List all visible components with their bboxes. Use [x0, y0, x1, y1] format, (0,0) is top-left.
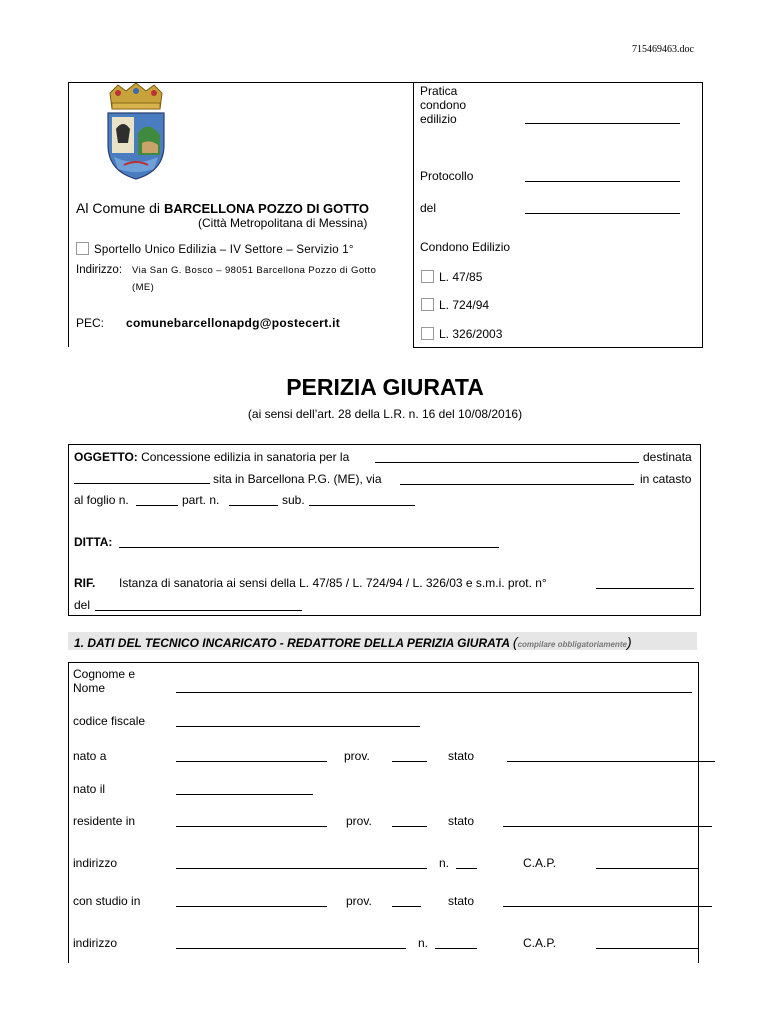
section1-frame: [68, 662, 699, 963]
address-line2: (ME): [132, 282, 155, 293]
ditta-label: DITTA:: [74, 535, 113, 549]
via-field[interactable]: [400, 473, 634, 485]
condono-title: Condono Edilizio: [420, 240, 511, 254]
oggetto-text1: Concessione edilizia in sanatoria per la: [141, 450, 350, 464]
codice-fiscale-label: codice fiscale: [73, 714, 146, 728]
prot-field[interactable]: [596, 577, 694, 589]
nato-il-label: nato il: [73, 782, 106, 796]
section1-heading: 1. DATI DEL TECNICO INCARICATO - REDATTORE DELLA PERIZIA GIURATA (compilare obbligatoriamente): [74, 634, 632, 650]
address-line1: Via San G. Bosco – 98051 Barcellona Pozzo di Gotto: [132, 265, 377, 276]
studio-stato-label: stato: [448, 894, 475, 908]
rif-label: RIF.: [74, 576, 96, 590]
indirizzo-label: indirizzo: [73, 856, 118, 870]
studio-cap-field[interactable]: [596, 937, 698, 949]
rif-del-field[interactable]: [95, 599, 302, 611]
office-line: [76, 242, 354, 256]
nato-prov-field[interactable]: [392, 750, 427, 762]
section1-title: 1. DATI DEL TECNICO INCARICATO - REDATTORE DELLA PERIZIA GIURATA: [74, 636, 510, 650]
rif-del-label: del: [74, 598, 91, 612]
option-l4785[interactable]: [421, 270, 482, 284]
particella-label: part. n.: [182, 493, 220, 507]
destinazione-field[interactable]: [375, 451, 639, 463]
option-l4785-label: L. 47/85: [439, 270, 483, 284]
codice-fiscale-field[interactable]: [176, 715, 420, 727]
pratica-field[interactable]: [525, 112, 680, 124]
pec-value: comunebarcellonapdg@postecert.it: [126, 316, 341, 330]
immobile-field[interactable]: [74, 472, 210, 484]
oggetto-box: [68, 444, 701, 616]
cognome-label-l1: Cognome e: [73, 667, 136, 681]
protocollo-label: Protocollo: [420, 169, 474, 183]
municipality-name: BARCELLONA POZZO DI GOTTO: [163, 201, 370, 216]
protocollo-field[interactable]: [525, 170, 680, 182]
option-l3262003-label: L. 326/2003: [439, 327, 503, 341]
studio-n-field[interactable]: [435, 937, 477, 949]
studio-cap-label: C.A.P.: [523, 936, 557, 950]
pec-label: PEC:: [76, 316, 105, 330]
residente-stato-label: stato: [448, 814, 475, 828]
pratica-line2: condono: [420, 98, 467, 112]
addressee-prefix: Al Comune di: [76, 200, 161, 216]
residente-label: residente in: [73, 814, 136, 828]
option-l3262003[interactable]: [421, 327, 502, 341]
studio-prov-field[interactable]: [392, 895, 421, 907]
studio-label: con studio in: [73, 894, 141, 908]
oggetto-line1: [74, 450, 349, 464]
studio-field[interactable]: [176, 895, 327, 907]
option-l3262003-checkbox[interactable]: [421, 327, 434, 340]
residente-field[interactable]: [176, 815, 327, 827]
particella-field[interactable]: [229, 494, 278, 506]
address-label: Indirizzo:: [76, 264, 123, 276]
studio-stato-field[interactable]: [503, 895, 712, 907]
sub-label: sub.: [282, 493, 305, 507]
cognome-field[interactable]: [176, 681, 692, 693]
indirizzo-field[interactable]: [176, 857, 427, 869]
residente-stato-field[interactable]: [503, 815, 712, 827]
foglio-field[interactable]: [136, 494, 178, 506]
studio-indirizzo-field[interactable]: [176, 937, 406, 949]
section1-note: compilare obbligatoriamente: [517, 640, 627, 649]
indirizzo-n-field[interactable]: [456, 857, 477, 869]
studio-n-label: n.: [418, 936, 429, 950]
nato-stato-field[interactable]: [507, 750, 715, 762]
pratica-line3: edilizio: [420, 112, 457, 126]
coat-of-arms-logo: [104, 83, 168, 181]
office-label: Sportello Unico Edilizia – IV Settore – Servizio 1°: [94, 244, 354, 256]
nato-stato-label: stato: [448, 749, 475, 763]
cognome-label-l2: Nome: [73, 681, 106, 695]
nato-prov-label: prov.: [344, 749, 370, 763]
sub-field[interactable]: [309, 494, 415, 506]
option-l72494-checkbox[interactable]: [421, 298, 434, 311]
studio-indirizzo-label: indirizzo: [73, 936, 118, 950]
pratica-label: [420, 84, 466, 126]
nato-il-field[interactable]: [176, 783, 313, 795]
oggetto-label: OGGETTO:: [74, 450, 138, 464]
addressee-line: [76, 200, 369, 216]
office-checkbox[interactable]: [76, 242, 89, 255]
file-reference: 715469463.doc: [632, 44, 694, 55]
nato-a-label: nato a: [73, 749, 107, 763]
del-field[interactable]: [525, 202, 680, 214]
cognome-label: [73, 667, 135, 695]
nato-a-field[interactable]: [176, 750, 327, 762]
rif-text: Istanza di sanatoria ai sensi della L. 47/85 / L. 724/94 / L. 326/03 e s.m.i. prot. n°: [119, 576, 547, 590]
oggetto-destinata: destinata: [643, 450, 692, 464]
pratica-line1: Pratica: [420, 84, 458, 98]
option-l72494[interactable]: [421, 298, 489, 312]
indirizzo-cap-label: C.A.P.: [523, 856, 557, 870]
oggetto-text2: sita in Barcellona P.G. (ME), via: [213, 472, 382, 486]
metro-city: (Città Metropolitana di Messina): [198, 216, 368, 230]
indirizzo-cap-field[interactable]: [596, 857, 698, 869]
studio-prov-label: prov.: [346, 894, 372, 908]
residente-prov-label: prov.: [346, 814, 372, 828]
residente-prov-field[interactable]: [392, 815, 427, 827]
document-title: PERIZIA GIURATA: [286, 374, 484, 400]
ditta-field[interactable]: [119, 536, 499, 548]
document-subtitle: (ai sensi dell’art. 28 della L.R. n. 16 del 10/08/2016): [247, 407, 523, 421]
del-label: del: [420, 201, 437, 215]
foglio-label: al foglio n.: [74, 493, 129, 507]
oggetto-catasto: in catasto: [640, 472, 692, 486]
indirizzo-n-label: n.: [439, 856, 450, 870]
option-l72494-label: L. 724/94: [439, 298, 490, 312]
option-l4785-checkbox[interactable]: [421, 270, 434, 283]
